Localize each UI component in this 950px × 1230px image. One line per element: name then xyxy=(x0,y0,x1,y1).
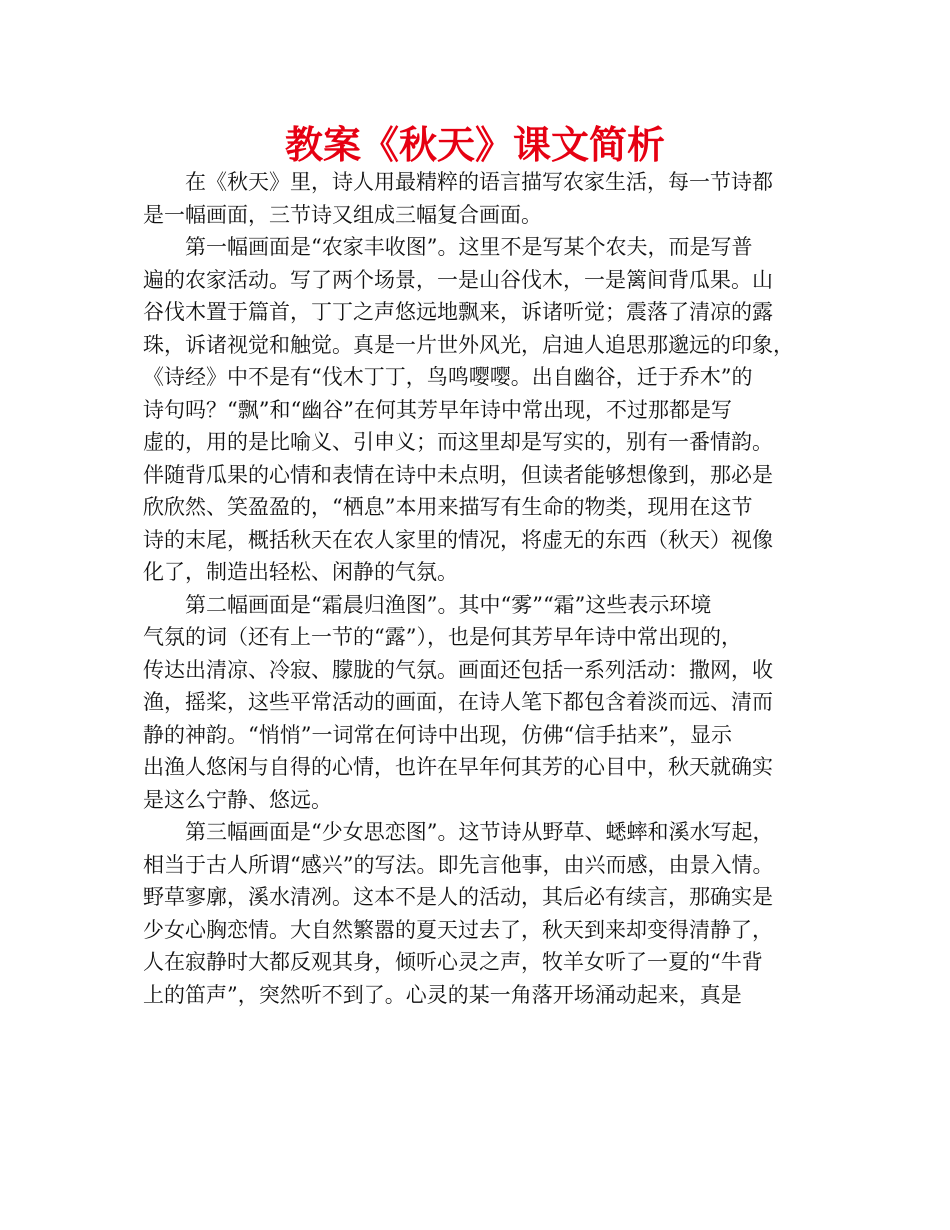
text-line: 虚的，用的是比喻义、引申义；而这里却是写实的，别有一番情韵。 xyxy=(143,430,773,454)
text-line: 欣欣然、笑盈盈的，“栖息”本用来描写有生命的物类，现用在这节 xyxy=(143,495,753,519)
text-line: 诗的末尾，概括秋天在农人家里的情况，将虚无的东西（秋天）视像 xyxy=(143,527,773,552)
text-line: 静的神韵。“悄悄”一词常在何诗中出现，仿佛“信手拈来”，显示 xyxy=(143,722,732,747)
text-line: 遍的农家活动。写了两个场景，一是山谷伐木，一是篱间背瓜果。山 xyxy=(143,267,773,292)
text-line: 出渔人悠闲与自得的心情，也许在早年何其芳的心目中，秋天就确实 xyxy=(143,755,773,779)
text-line: 《诗经》中不是有“伐木丁丁，鸟鸣嘤嘤。出自幽谷，迁于乔木”的 xyxy=(143,365,753,389)
text-line: 传达出清凉、冷寂、朦胧的气氛。画面还包括一系列活动：撒网，收 xyxy=(143,657,773,682)
text-line: 在《秋天》里，诗人用最精粹的语言描写农家生活，每一节诗都 xyxy=(185,170,773,194)
text-line: 第二幅画面是“霜晨归渔图”。其中“雾”“霜”这些表示环境 xyxy=(185,592,712,617)
text-line: 气氛的词（还有上一节的“露”），也是何其芳早年诗中常出现的， xyxy=(143,625,742,649)
text-line: 是这么宁静、悠远。 xyxy=(143,787,332,812)
text-line: 伴随背瓜果的心情和表情在诗中未点明，但读者能够想像到，那必是 xyxy=(143,462,773,487)
document-title: 教案《秋天》课文简析 xyxy=(284,123,665,167)
text-line: 人在寂静时大都反观其身，倾听心灵之声，牧羊女听了一夏的“牛背 xyxy=(143,950,763,974)
text-line: 珠，诉诸视觉和触觉。真是一片世外风光，启迪人追思那邈远的印象， xyxy=(143,332,794,357)
text-line: 谷伐木置于篇首，丁丁之声悠远地飘来，诉诸听觉；震落了清凉的露 xyxy=(143,300,773,324)
text-line: 第一幅画面是“农家丰收图”。这里不是写某个农夫，而是写普 xyxy=(185,235,753,259)
document-body xyxy=(143,166,823,1011)
text-line: 第三幅画面是“少女思恋图”。这节诗从野草、蟋蟀和溪水写起， xyxy=(185,820,774,844)
text-line: 相当于古人所谓“感兴”的写法。即先言他事，由兴而感，由景入情。 xyxy=(143,852,774,877)
text-line: 诗句吗？“飘”和“幽谷”在何其芳早年诗中常出现，不过那都是写 xyxy=(143,397,732,422)
text-line: 野草寥廓，溪水清冽。这本不是人的活动，其后必有续言，那确实是 xyxy=(143,885,773,909)
text-line: 化了，制造出轻松、闲静的气氛。 xyxy=(143,560,458,584)
text-line: 是一幅画面，三节诗又组成三幅复合画面。 xyxy=(143,202,542,227)
text-line: 上的笛声”，突然听不到了。心灵的某一角落开场涌动起来，真是 xyxy=(143,982,742,1007)
text-line: 少女心胸恋情。大自然繁嚣的夏天过去了，秋天到来却变得清静了， xyxy=(143,917,773,942)
text-line: 渔，摇桨，这些平常活动的画面，在诗人笔下都包含着淡而远、清而 xyxy=(143,690,773,714)
